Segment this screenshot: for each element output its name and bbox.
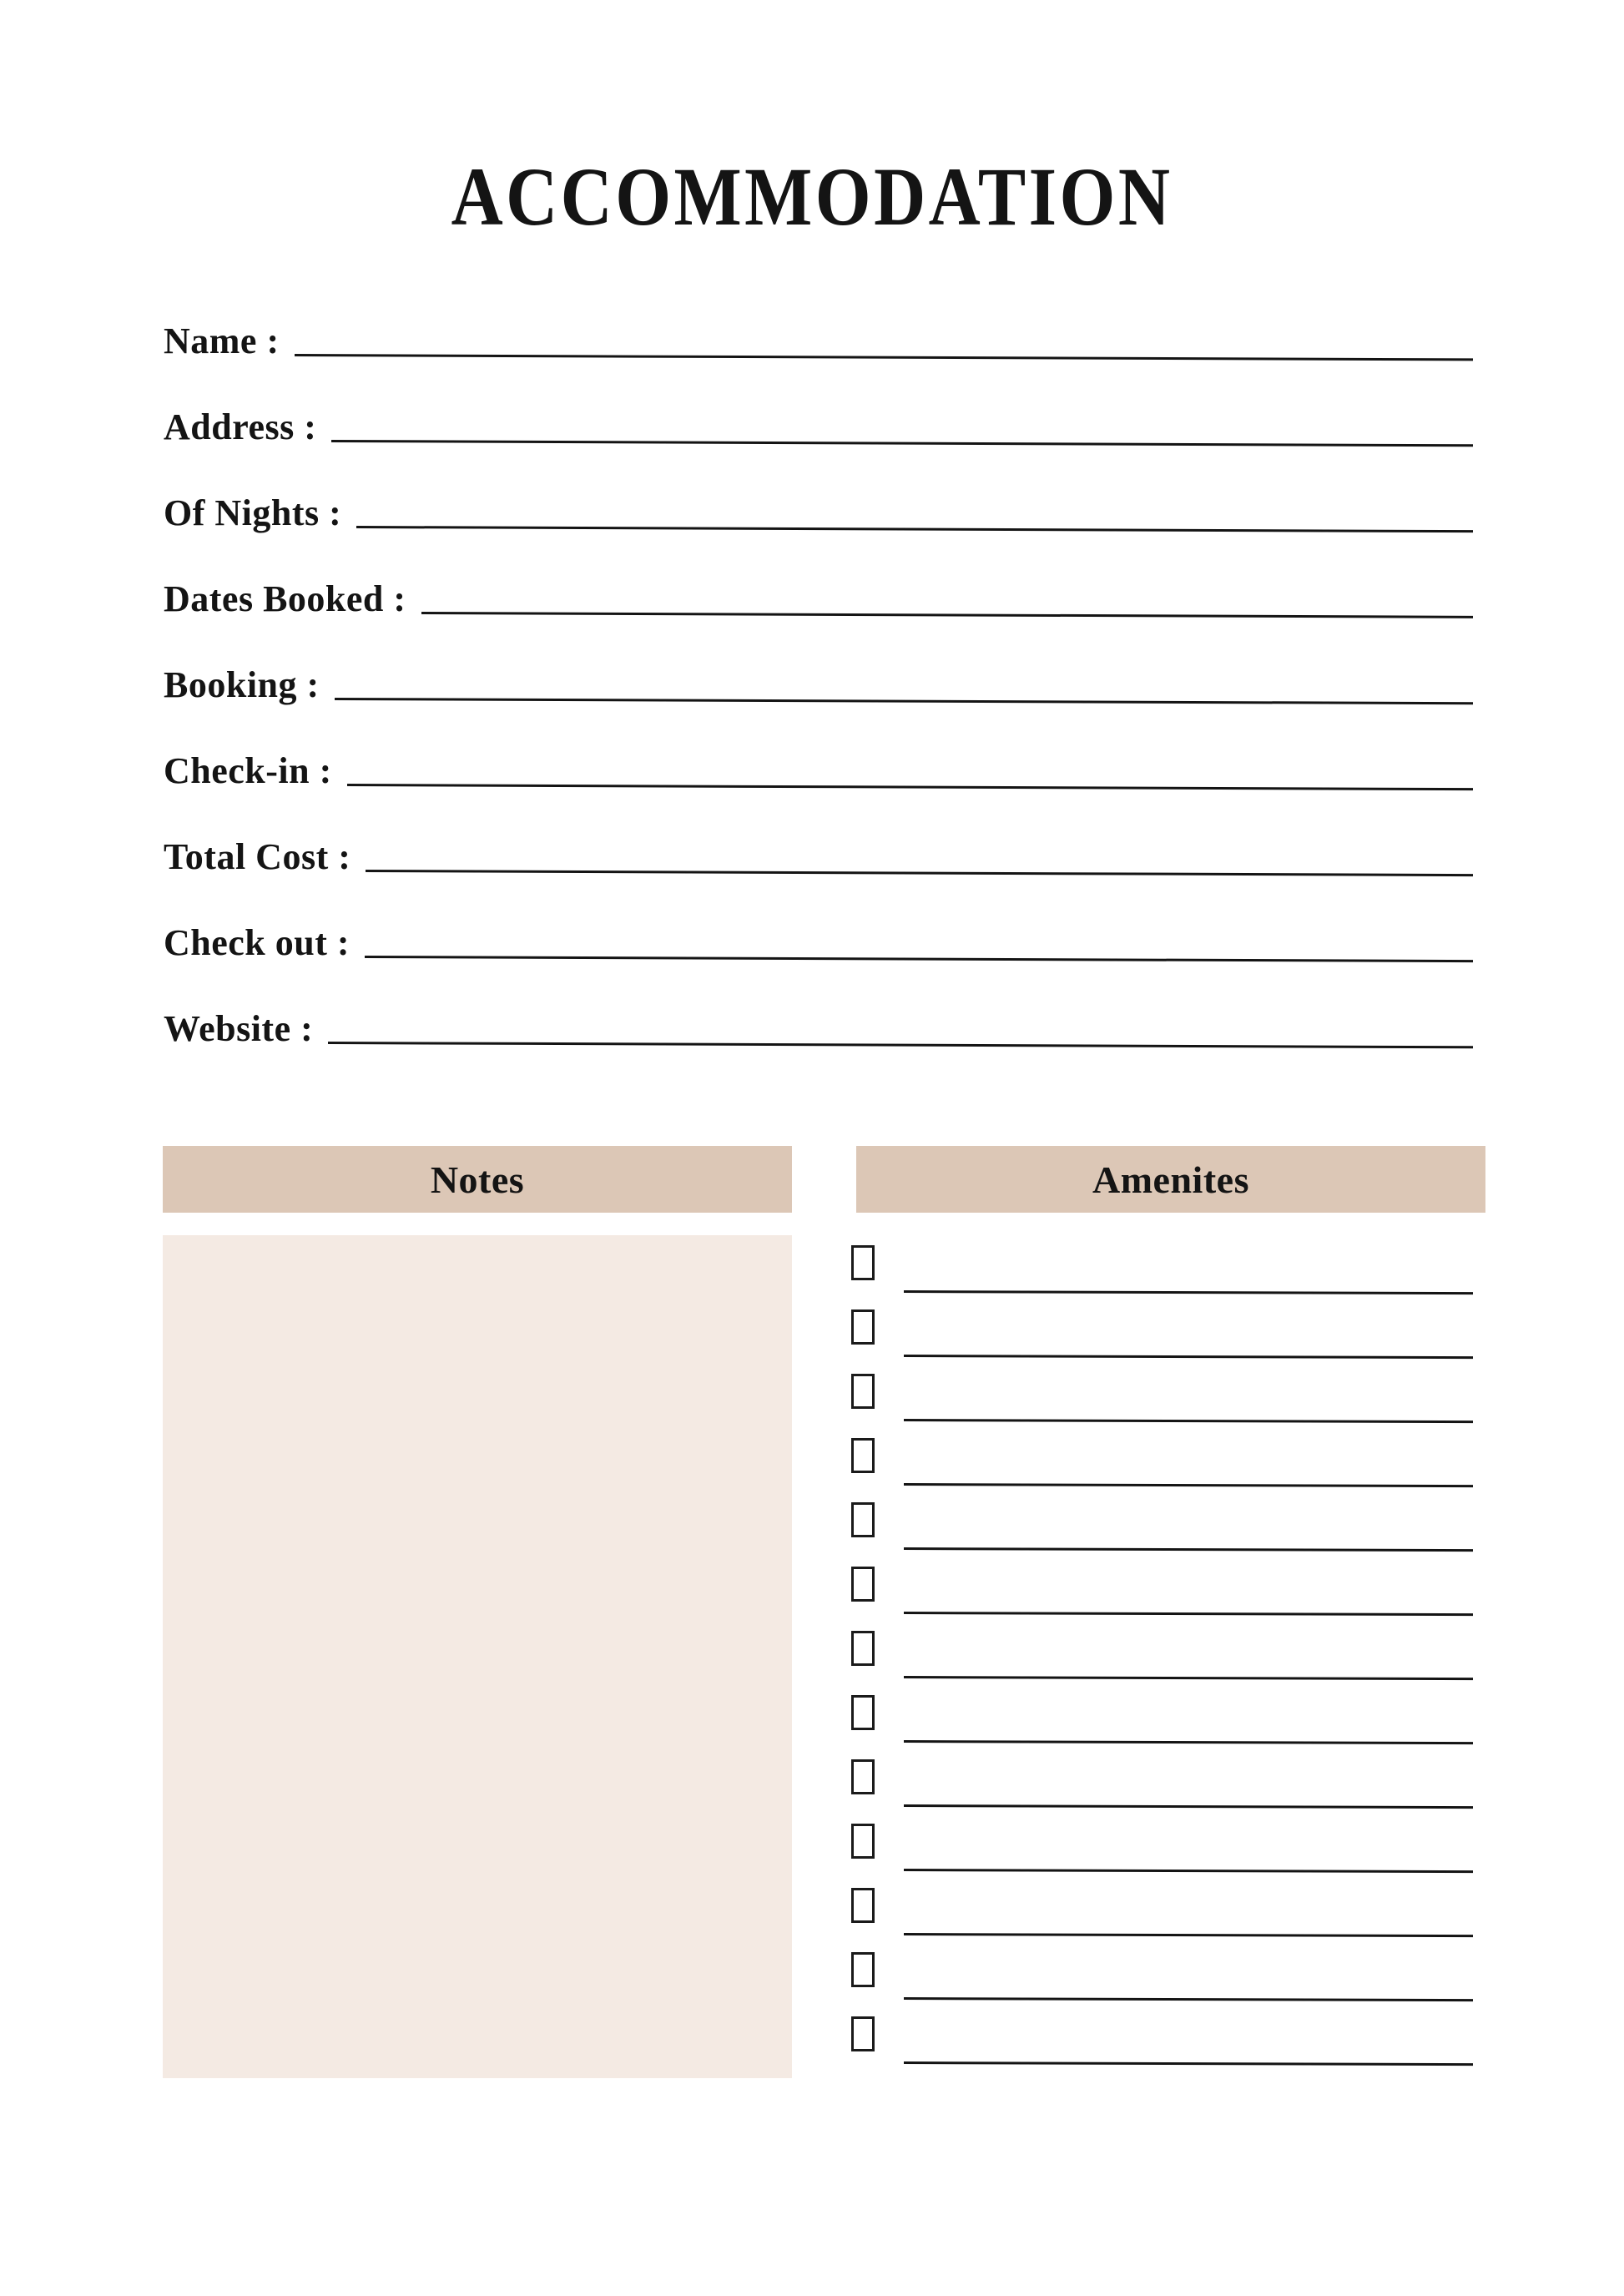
field-label: Booking : <box>164 664 320 705</box>
amenity-row <box>847 1814 1483 1878</box>
field-label: Check-in : <box>164 750 332 791</box>
field-value-line[interactable] <box>366 870 1473 876</box>
amenity-row <box>847 1299 1483 1364</box>
amenity-checkbox[interactable] <box>851 1374 875 1409</box>
amenity-row <box>847 1557 1483 1621</box>
amenity-value-line[interactable] <box>904 1676 1473 1680</box>
amenity-value-line[interactable] <box>904 1740 1473 1744</box>
amenity-value-line[interactable] <box>904 1933 1473 1937</box>
amenity-checkbox[interactable] <box>851 1759 875 1794</box>
form-field-row <box>164 800 1473 886</box>
amenity-value-line[interactable] <box>904 1612 1473 1616</box>
notes-section-header <box>163 1146 792 1213</box>
amenity-checkbox[interactable] <box>851 1631 875 1666</box>
amenity-row <box>847 1621 1483 1685</box>
field-label: Website : <box>164 1008 314 1049</box>
field-value-line[interactable] <box>328 1042 1473 1048</box>
field-value-line[interactable] <box>335 698 1473 704</box>
amenity-value-line[interactable] <box>904 1355 1473 1359</box>
notes-header-label: Notes <box>430 1158 525 1201</box>
amenity-value-line[interactable] <box>904 1483 1473 1487</box>
field-value-line[interactable] <box>347 784 1473 790</box>
form-field-row <box>164 542 1473 628</box>
amenity-row <box>847 1428 1483 1492</box>
field-value-line[interactable] <box>331 440 1473 447</box>
amenity-row <box>847 1878 1483 1942</box>
amenity-row <box>847 1685 1483 1749</box>
amenity-value-line[interactable] <box>904 1997 1473 2001</box>
field-label: Of Nights : <box>164 492 342 533</box>
form-field-row <box>164 971 1473 1057</box>
amenity-value-line[interactable] <box>904 2061 1473 2066</box>
amenities-section-header <box>856 1146 1485 1213</box>
field-label: Name : <box>164 320 280 361</box>
field-value-line[interactable] <box>295 354 1473 361</box>
booking-form <box>164 284 1473 1057</box>
amenity-row <box>847 2006 1483 2071</box>
amenity-row <box>847 1492 1483 1557</box>
form-field-row <box>164 886 1473 971</box>
amenity-checkbox[interactable] <box>851 1502 875 1537</box>
field-value-line[interactable] <box>356 526 1473 532</box>
field-label: Address : <box>164 406 317 447</box>
amenity-value-line[interactable] <box>904 1290 1473 1294</box>
amenity-checkbox[interactable] <box>851 1567 875 1602</box>
field-label: Dates Booked : <box>164 578 406 619</box>
form-field-row <box>164 628 1473 714</box>
field-value-line[interactable] <box>365 956 1473 962</box>
notes-writing-area[interactable] <box>163 1235 792 2078</box>
amenity-checkbox[interactable] <box>851 1888 875 1923</box>
amenity-checkbox[interactable] <box>851 2016 875 2051</box>
amenity-checkbox[interactable] <box>851 1438 875 1473</box>
form-field-row <box>164 370 1473 456</box>
amenity-value-line[interactable] <box>904 1804 1473 1809</box>
field-value-line[interactable] <box>421 612 1473 618</box>
form-field-row <box>164 714 1473 800</box>
amenity-checkbox[interactable] <box>851 1245 875 1280</box>
amenities-list <box>847 1235 1483 2071</box>
amenity-row <box>847 1942 1483 2006</box>
amenity-checkbox[interactable] <box>851 1309 875 1345</box>
amenity-value-line[interactable] <box>904 1869 1473 1873</box>
form-field-row <box>164 456 1473 542</box>
field-label: Check out : <box>164 922 351 963</box>
amenities-header-label: Amenites <box>1092 1158 1249 1201</box>
amenity-value-line[interactable] <box>904 1547 1473 1552</box>
amenity-row <box>847 1364 1483 1428</box>
amenity-value-line[interactable] <box>904 1419 1473 1423</box>
amenity-checkbox[interactable] <box>851 1824 875 1859</box>
field-label: Total Cost : <box>164 836 351 877</box>
amenity-checkbox[interactable] <box>851 1695 875 1730</box>
amenity-checkbox[interactable] <box>851 1952 875 1987</box>
amenity-row <box>847 1235 1483 1299</box>
form-field-row <box>164 284 1473 370</box>
page-title: ACCOMMODATION <box>451 150 1173 243</box>
amenity-row <box>847 1749 1483 1814</box>
